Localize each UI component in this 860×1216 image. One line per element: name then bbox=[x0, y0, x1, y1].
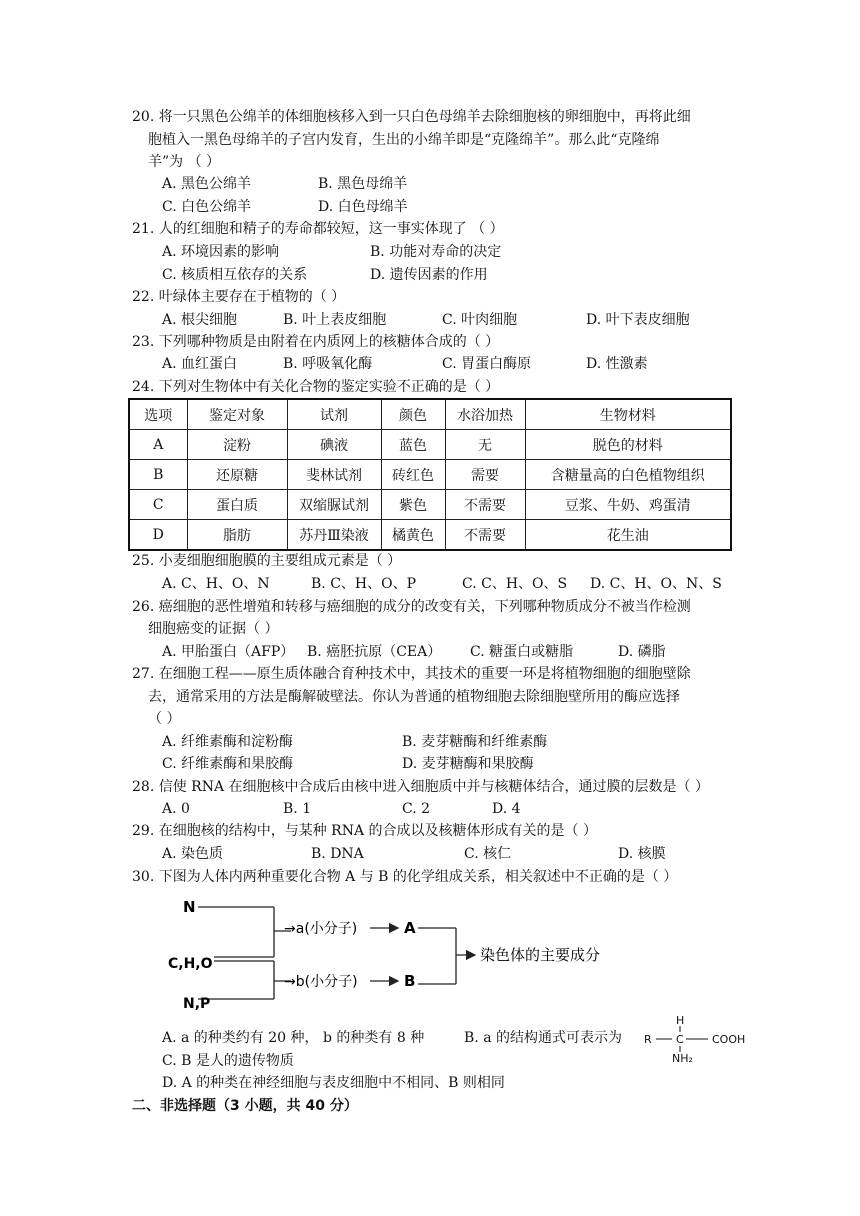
table-cell: 含糖量高的白色植物组织 bbox=[525, 460, 731, 490]
table-cell: 蓝色 bbox=[381, 430, 445, 460]
q29-option-c: C. 核仁 bbox=[464, 846, 512, 862]
formula-h: H bbox=[676, 1014, 685, 1027]
table-header: 水浴加热 bbox=[445, 399, 525, 430]
table-cell: 花生油 bbox=[525, 520, 731, 551]
q25-option-b: B. C、H、O、P bbox=[311, 576, 417, 592]
q23-stem: 23. 下列哪种物质是由附着在内质网上的核糖体合成的（ ） bbox=[132, 334, 500, 350]
table-cell: 紫色 bbox=[381, 490, 445, 520]
formula-c: C bbox=[676, 1033, 684, 1046]
formula-nh2: NH₂ bbox=[672, 1052, 693, 1065]
q26-stem-line2: 细胞癌变的证据（ ） bbox=[148, 621, 279, 637]
table-cell: 不需要 bbox=[445, 490, 525, 520]
q21-option-b: B. 功能对寿命的决定 bbox=[370, 244, 502, 260]
q28-option-a: A. 0 bbox=[162, 801, 190, 817]
table-header: 生物材料 bbox=[525, 399, 731, 430]
table-cell: 淀粉 bbox=[187, 430, 287, 460]
q28-option-d: D. 4 bbox=[492, 801, 521, 817]
q30-option-a: A. a 的种类约有 20 种， b 的种类有 8 种 bbox=[162, 1030, 425, 1046]
q29-option-a: A. 染色质 bbox=[162, 846, 224, 862]
table-cell: 橘黄色 bbox=[381, 520, 445, 551]
q21-option-d: D. 遗传因素的作用 bbox=[370, 267, 488, 283]
q26-option-a: A. 甲胎蛋白（AFP） bbox=[162, 644, 295, 660]
q24-stem: 24. 下列对生物体中有关化合物的鉴定实验不正确的是（ ） bbox=[132, 379, 500, 395]
table-header: 颜色 bbox=[381, 399, 445, 430]
q27-stem-line2: 去，通常采用的方法是酶解破壁法。你认为普通的植物细胞去除细胞壁所用的酶应选择 bbox=[148, 689, 680, 705]
table-cell: 脱色的材料 bbox=[525, 430, 731, 460]
q30-option-c: C. B 是人的遗传物质 bbox=[162, 1053, 294, 1069]
q24-table bbox=[128, 398, 732, 551]
q20-stem-line3: 羊”为 （ ） bbox=[148, 154, 221, 170]
compound-a-label: A bbox=[404, 919, 416, 937]
q20-option-c: C. 白色公绵羊 bbox=[162, 199, 252, 215]
table-cell: D bbox=[129, 520, 187, 551]
q25-option-a: A. C、H、O、N bbox=[162, 576, 270, 592]
q28-option-c: C. 2 bbox=[402, 801, 431, 817]
compound-b-label: B bbox=[404, 972, 416, 990]
q27-stem-line3: （ ） bbox=[148, 711, 181, 727]
formula-cooh: COOH bbox=[712, 1033, 746, 1046]
q23-option-a: A. 血红蛋白 bbox=[162, 356, 238, 372]
small-molecule-a-label: →a(小分子) bbox=[284, 921, 358, 937]
q20-option-b: B. 黑色母绵羊 bbox=[318, 176, 408, 192]
table-cell: 砖红色 bbox=[381, 460, 445, 490]
q23-option-c: C. 胃蛋白酶原 bbox=[442, 356, 532, 372]
q25-stem: 25. 小麦细胞细胞膜的主要组成元素是（ ） bbox=[132, 553, 402, 569]
q27-option-d: D. 麦芽糖酶和果胶酶 bbox=[402, 756, 534, 772]
q25-option-c: C. C、H、O、S bbox=[462, 576, 568, 592]
q22-option-b: B. 叶上表皮细胞 bbox=[283, 312, 387, 328]
q27-option-c: C. 纤维素酶和果胶酶 bbox=[162, 756, 294, 772]
section-heading: 二、非选择题（3 小题，共 40 分） bbox=[132, 1098, 358, 1114]
element-n-label: N bbox=[183, 898, 196, 916]
chromosome-component-label: 染色体的主要成分 bbox=[480, 946, 601, 964]
table-cell: A bbox=[129, 430, 187, 460]
q27-option-a: A. 纤维素酶和淀粉酶 bbox=[162, 734, 294, 750]
table-cell: 蛋白质 bbox=[187, 490, 287, 520]
q26-option-d: D. 磷脂 bbox=[618, 644, 666, 660]
small-molecule-b-label: →b(小分子) bbox=[284, 974, 358, 990]
table-cell: 豆浆、牛奶、鸡蛋清 bbox=[525, 490, 731, 520]
q20-stem-line2: 胞植入一黑色母绵羊的子宫内发育，生出的小绵羊即是“克隆绵羊”。那么此“克隆绵 bbox=[148, 132, 660, 148]
q28-stem: 28. 信使 RNA 在细胞核中合成后由核中进入细胞质中并与核糖体结合，通过膜的层数是（ ） bbox=[132, 779, 709, 795]
q28-option-b: B. 1 bbox=[283, 801, 312, 817]
q26-option-c: C. 糖蛋白或糖脂 bbox=[470, 644, 574, 660]
formula-r: R bbox=[644, 1033, 652, 1046]
table-cell: 脂肪 bbox=[187, 520, 287, 551]
q23-option-d: D. 性激素 bbox=[586, 356, 648, 372]
table-cell: B bbox=[129, 460, 187, 490]
table-header: 试剂 bbox=[287, 399, 381, 430]
table-row bbox=[129, 460, 731, 490]
q29-option-d: D. 核膜 bbox=[618, 846, 666, 862]
q29-option-b: B. DNA bbox=[311, 846, 364, 862]
table-cell: 不需要 bbox=[445, 520, 525, 551]
table-cell: 碘液 bbox=[287, 430, 381, 460]
q20-option-d: D. 白色母绵羊 bbox=[318, 199, 408, 215]
q30-option-b: B. a 的结构通式可表示为 bbox=[464, 1030, 622, 1046]
q30-option-d: D. A 的种类在神经细胞与表皮细胞中不相同、B 则相同 bbox=[162, 1075, 505, 1091]
q27-stem-line1: 27. 在细胞工程——原生质体融合育种技术中，其技术的重要一环是将植物细胞的细胞壁除 bbox=[132, 666, 691, 682]
q21-option-c: C. 核质相互依存的关系 bbox=[162, 267, 308, 283]
q20-stem-line1: 20. 将一只黑色公绵羊的体细胞核移入到一只白色母绵羊去除细胞核的卵细胞中，再将此细 bbox=[132, 109, 691, 125]
table-cell: 斐林试剂 bbox=[287, 460, 381, 490]
q26-stem-line1: 26. 癌细胞的恶性增殖和转移与癌细胞的成分的改变有关，下列哪种物质成分不被当作检测 bbox=[132, 599, 691, 615]
table-header-row bbox=[129, 399, 731, 430]
q27-option-b: B. 麦芽糖酶和纤维素酶 bbox=[402, 734, 548, 750]
q22-option-a: A. 根尖细胞 bbox=[162, 312, 238, 328]
q25-option-d: D. C、H、O、N、S bbox=[590, 576, 722, 592]
table-cell: 苏丹Ⅲ染液 bbox=[287, 520, 381, 551]
q30-composition-diagram bbox=[150, 888, 630, 1018]
q22-stem: 22. 叶绿体主要存在于植物的（ ） bbox=[132, 289, 346, 305]
table-header: 鉴定对象 bbox=[187, 399, 287, 430]
table-cell: 需要 bbox=[445, 460, 525, 490]
q29-stem: 29. 在细胞核的结构中，与某种 RNA 的合成以及核糖体形成有关的是（ ） bbox=[132, 823, 597, 839]
table-cell: 还原糖 bbox=[187, 460, 287, 490]
q23-option-b: B. 呼吸氧化酶 bbox=[283, 356, 373, 372]
table-cell: 无 bbox=[445, 430, 525, 460]
table-cell: C bbox=[129, 490, 187, 520]
table-row bbox=[129, 490, 731, 520]
amino-acid-formula bbox=[636, 1012, 754, 1066]
q20-option-a: A. 黑色公绵羊 bbox=[162, 176, 252, 192]
table-row bbox=[129, 520, 731, 551]
table-header: 选项 bbox=[129, 399, 187, 430]
table-cell: 双缩脲试剂 bbox=[287, 490, 381, 520]
q22-option-c: C. 叶肉细胞 bbox=[442, 312, 518, 328]
q30-stem: 30. 下图为人体内两种重要化合物 A 与 B 的化学组成关系，相关叙述中不正确的是（ ） bbox=[132, 869, 678, 885]
q21-stem: 21. 人的红细胞和精子的寿命都较短，这一事实体现了 （ ） bbox=[132, 221, 504, 237]
element-cho-label: C,H,O bbox=[168, 956, 213, 972]
table-row bbox=[129, 430, 731, 460]
q26-option-b: B. 癌胚抗原（CEA） bbox=[307, 644, 442, 660]
q22-option-d: D. 叶下表皮细胞 bbox=[586, 312, 690, 328]
q21-option-a: A. 环境因素的影响 bbox=[162, 244, 280, 260]
element-np-label: N,P bbox=[183, 996, 211, 1012]
